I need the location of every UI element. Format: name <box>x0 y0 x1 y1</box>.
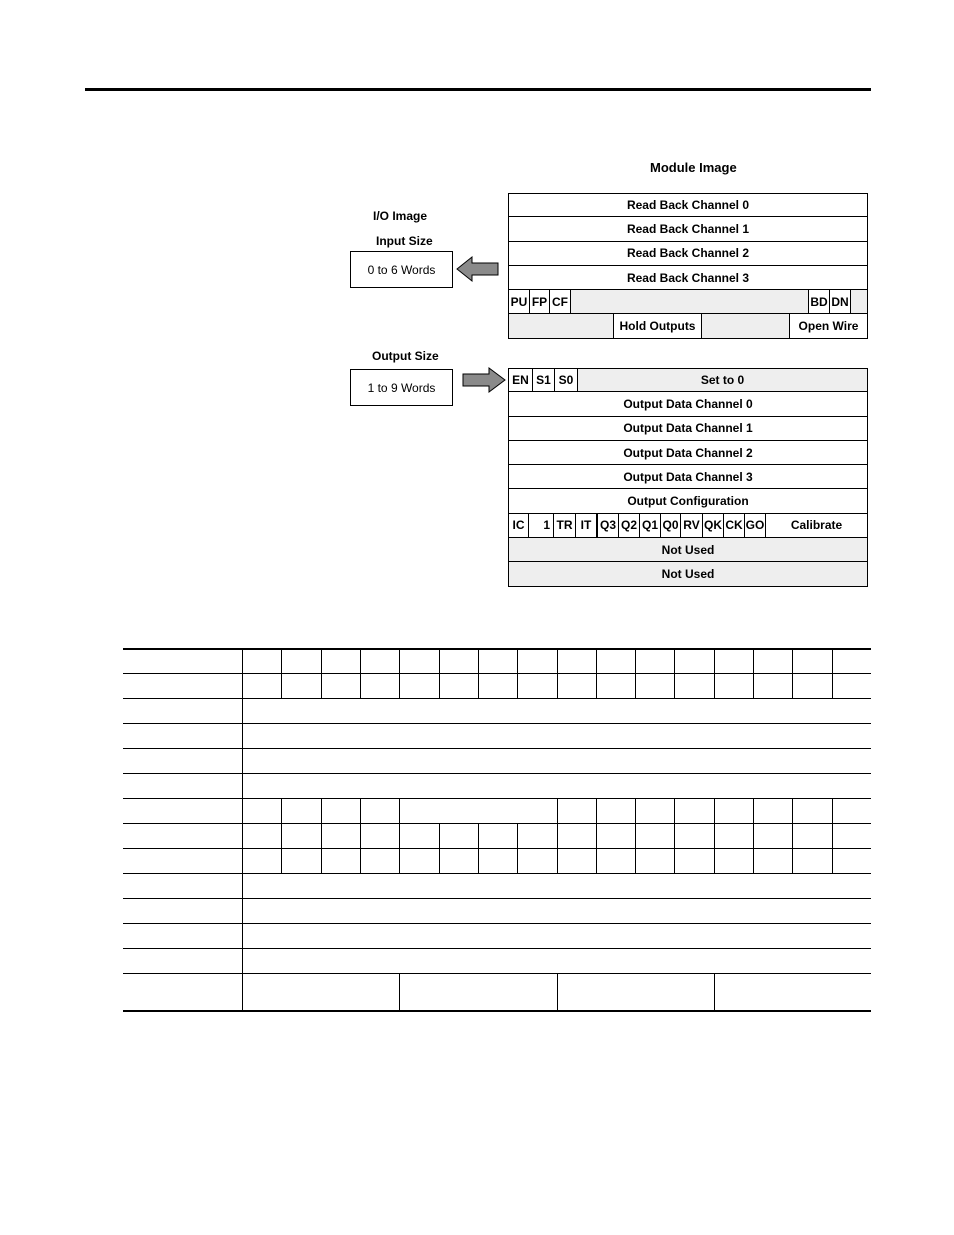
bit-qk: QK <box>703 514 724 537</box>
bit-ic: IC <box>509 514 529 537</box>
open-wire-cell: Open Wire <box>789 314 867 337</box>
bit-s0: S0 <box>555 369 578 391</box>
bit-dn: DN <box>830 290 851 313</box>
config-bits-row <box>508 514 868 538</box>
bit-fp: FP <box>530 290 550 313</box>
calibrate-cell: Calibrate <box>766 514 867 537</box>
bit-pu: PU <box>509 290 530 313</box>
bit-q1: Q1 <box>640 514 661 537</box>
input-size-label: Input Size <box>376 234 433 248</box>
output-data-channel-0: Output Data Channel 0 <box>508 392 868 416</box>
bit-go: GO <box>745 514 766 537</box>
bit-s1: S1 <box>533 369 555 391</box>
read-back-channel-3: Read Back Channel 3 <box>508 266 868 290</box>
not-used-row-1: Not Used <box>508 538 868 562</box>
bit-tr: TR <box>553 514 576 537</box>
hold-outputs-row <box>508 314 868 338</box>
input-module-image <box>508 193 868 339</box>
bit-1: 1 <box>529 514 553 537</box>
output-size-box: 1 to 9 Words <box>350 369 453 406</box>
input-size-box: 0 to 6 Words <box>350 251 453 288</box>
read-back-channel-0: Read Back Channel 0 <box>508 193 868 217</box>
bit-q0: Q0 <box>661 514 681 537</box>
read-back-channel-2: Read Back Channel 2 <box>508 242 868 266</box>
output-data-channel-1: Output Data Channel 1 <box>508 417 868 441</box>
status-bits-row <box>508 290 868 314</box>
output-module-image <box>508 368 868 587</box>
output-arrow-right-icon <box>461 366 507 394</box>
output-size-label: Output Size <box>372 349 439 363</box>
io-image-title: I/O Image <box>373 209 428 223</box>
bit-ck: CK <box>724 514 745 537</box>
bit-q3: Q3 <box>597 514 619 537</box>
set-to-zero-cell: Set to 0 <box>578 369 867 391</box>
module-image-diagram <box>0 0 954 600</box>
bit-rv: RV <box>681 514 703 537</box>
output-configuration-row: Output Configuration <box>508 489 868 513</box>
bit-en: EN <box>509 369 533 391</box>
not-used-row-2: Not Used <box>508 562 868 586</box>
bit-it: IT <box>576 514 597 537</box>
bit-map-table <box>123 648 871 1012</box>
bit-q2: Q2 <box>619 514 640 537</box>
hold-outputs-cell: Hold Outputs <box>613 314 702 337</box>
output-data-channel-2: Output Data Channel 2 <box>508 441 868 465</box>
bit-map-grid <box>123 648 871 1012</box>
module-image-title: Module Image <box>650 160 737 175</box>
bit-cf: CF <box>550 290 571 313</box>
read-back-channel-1: Read Back Channel 1 <box>508 217 868 241</box>
input-arrow-left-icon <box>456 255 500 283</box>
bit-bd: BD <box>808 290 830 313</box>
control-bits-row <box>508 368 868 392</box>
output-data-channel-3: Output Data Channel 3 <box>508 465 868 489</box>
